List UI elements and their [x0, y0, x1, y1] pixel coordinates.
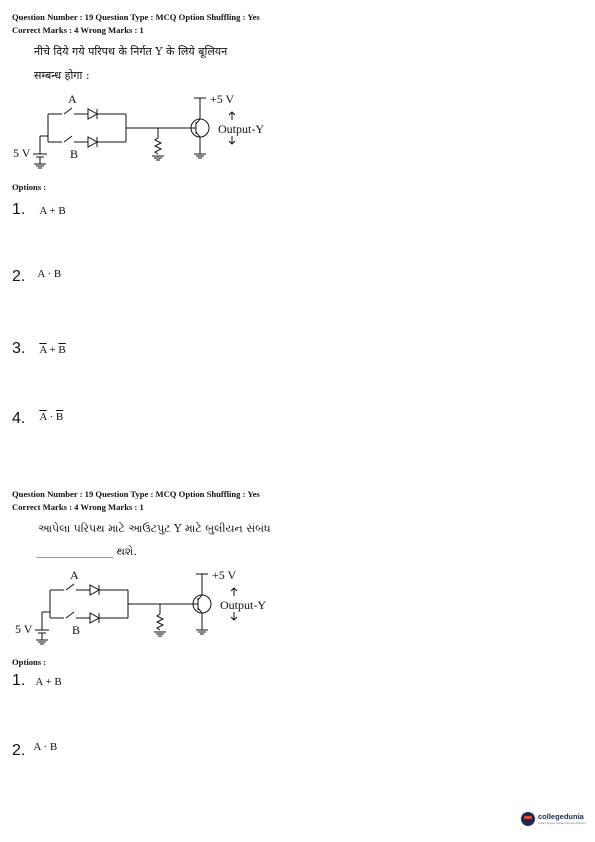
circuit-diagram	[2, 562, 302, 652]
option-operand-a: $\overline{A}$	[39, 411, 47, 423]
circuit-label-5v: 5 V	[15, 622, 33, 636]
answer-blank: ______________	[36, 545, 113, 558]
circuit-label-a: A	[70, 568, 79, 582]
logo-icon	[521, 812, 535, 826]
logo-name: collegedunia	[538, 812, 584, 821]
question-meta-line1: Question Number : 19 Question Type : MCQ Option Shuffling : Yes	[12, 489, 260, 499]
option-2[interactable]	[12, 742, 57, 760]
option-value: A + B	[39, 205, 66, 217]
question-meta-line2: Correct Marks : 4 Wrong Marks : 1	[12, 502, 144, 512]
question-meta-line2: Correct Marks : 4 Wrong Marks : 1	[12, 25, 144, 35]
option-operator: +	[46, 344, 59, 356]
circuit-label-plus5v: +5 V	[210, 92, 235, 106]
option-number: 1.	[12, 201, 26, 218]
option-number: 2.	[12, 268, 26, 285]
option-3[interactable]	[12, 340, 66, 358]
circuit-diagram	[0, 86, 300, 176]
question-text-line2	[36, 542, 137, 561]
option-value: A · B	[37, 268, 62, 280]
options-label: Options :	[12, 182, 47, 192]
question-text-line1: नीचे दिये गये परिपथ के निर्गत Y के लिये बूलियन	[34, 45, 228, 58]
question-text-line1: આપેલા પરિપથ માટે આઉટપુટ Y માટે બુલીયન સંબંધ	[38, 522, 271, 535]
logo-tagline: India's largest Student Review Platform	[538, 821, 587, 825]
question-text-end: થશે.	[116, 545, 137, 558]
option-value: A + B	[35, 676, 62, 688]
option-number: 1.	[12, 672, 26, 689]
option-4[interactable]	[12, 410, 63, 428]
circuit-label-output: Output-Y	[218, 122, 264, 136]
option-1[interactable]	[12, 201, 66, 219]
option-value: A · B	[33, 741, 58, 753]
circuit-label-plus5v: +5 V	[212, 568, 237, 582]
option-value	[39, 344, 65, 356]
circuit-label-output: Output-Y	[220, 598, 266, 612]
options-label: Options :	[12, 657, 47, 667]
circuit-label-b: B	[70, 147, 79, 161]
option-number: 4.	[12, 410, 26, 427]
question-text-line2: सम्बन्ध होगा :	[34, 69, 90, 82]
option-operator: ·	[46, 411, 56, 423]
option-1[interactable]	[12, 672, 62, 690]
option-2[interactable]	[12, 268, 61, 286]
option-operand-b: $\overline{B}$	[55, 411, 64, 423]
circuit-label-b: B	[72, 623, 81, 637]
option-number: 3.	[12, 340, 26, 357]
option-operand-b: $\overline{B}$	[58, 344, 66, 356]
option-operand-a: $\overline{A}$	[39, 344, 47, 356]
collegedunia-logo	[521, 812, 587, 826]
circuit-label-5v: 5 V	[13, 146, 31, 160]
circuit-label-a: A	[68, 92, 77, 106]
option-number: 2.	[12, 742, 26, 759]
option-value	[39, 411, 63, 423]
question-meta-line1: Question Number : 19 Question Type : MCQ Option Shuffling : Yes	[12, 12, 260, 22]
